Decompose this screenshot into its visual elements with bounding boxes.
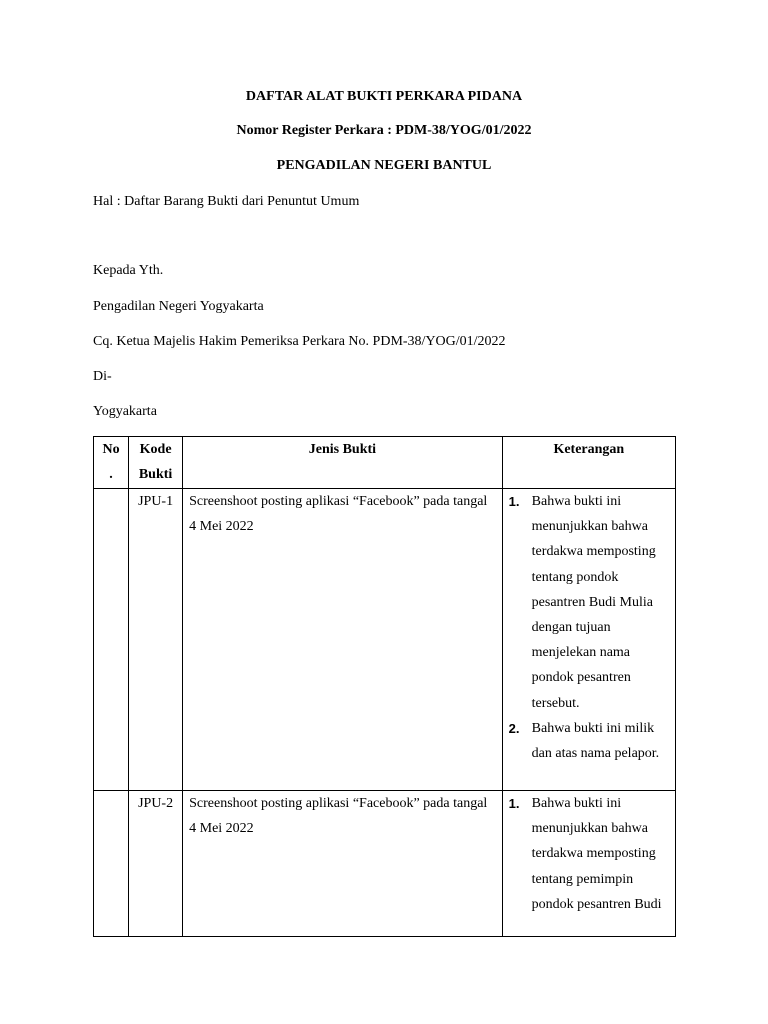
header-no — [94, 437, 129, 489]
header-kode-line2: Bukti — [138, 467, 173, 482]
header-kode-line1: Kode — [139, 442, 172, 457]
recipient-city: Yogyakarta — [93, 404, 157, 419]
header-keterangan: Keterangan — [502, 437, 675, 489]
list-item: Bahwa bukti ini milik dan atas nama pelapor. — [531, 720, 660, 762]
row-jenis: Screenshoot posting aplikasi “Facebook” pada tangal 4 Mei 2022 — [183, 791, 503, 937]
table-row — [94, 489, 676, 791]
register-number: Nomor Register Perkara : PDM-38/YOG/01/2022 — [236, 123, 532, 138]
recipient-di: Di- — [93, 369, 112, 384]
table-header-row — [94, 437, 676, 489]
table-row — [94, 791, 676, 937]
row-no — [94, 791, 129, 937]
header-kode — [129, 437, 183, 489]
row-kode: JPU-2 — [129, 791, 183, 937]
list-item: Bahwa bukti ini menunjukkan bahwa terdakwa memposting tentang pondok pesantren Budi Mulia dengan tujuan menjelekan nama pondok pesantren tersebut. — [531, 494, 656, 711]
keterangan-list — [503, 791, 675, 917]
evidence-table — [93, 436, 676, 937]
recipient-cq: Cq. Ketua Majelis Hakim Pemeriksa Perkara No. PDM-38/YOG/01/2022 — [93, 334, 506, 349]
row-jenis: Screenshoot posting aplikasi “Facebook” pada tangal 4 Mei 2022 — [183, 489, 503, 791]
row-keterangan — [502, 489, 675, 791]
header-no-line2: . — [109, 467, 113, 482]
header-no-line1: No — [102, 442, 120, 457]
row-keterangan — [502, 791, 675, 937]
recipient-name: Pengadilan Negeri Yogyakarta — [93, 299, 264, 314]
row-no — [94, 489, 129, 791]
subject-line: Hal : Daftar Barang Bukti dari Penuntut Umum — [93, 194, 360, 209]
court-name: PENGADILAN NEGERI BANTUL — [276, 158, 492, 173]
row-kode: JPU-1 — [129, 489, 183, 791]
addressee-salutation: Kepada Yth. — [93, 263, 164, 278]
list-item: Bahwa bukti ini menunjukkan bahwa terdakwa memposting tentang pemimpin pondok pesantren Budi — [531, 796, 662, 912]
document-title: DAFTAR ALAT BUKTI PERKARA PIDANA — [245, 89, 523, 104]
keterangan-list — [503, 489, 675, 766]
header-jenis: Jenis Bukti — [183, 437, 503, 489]
